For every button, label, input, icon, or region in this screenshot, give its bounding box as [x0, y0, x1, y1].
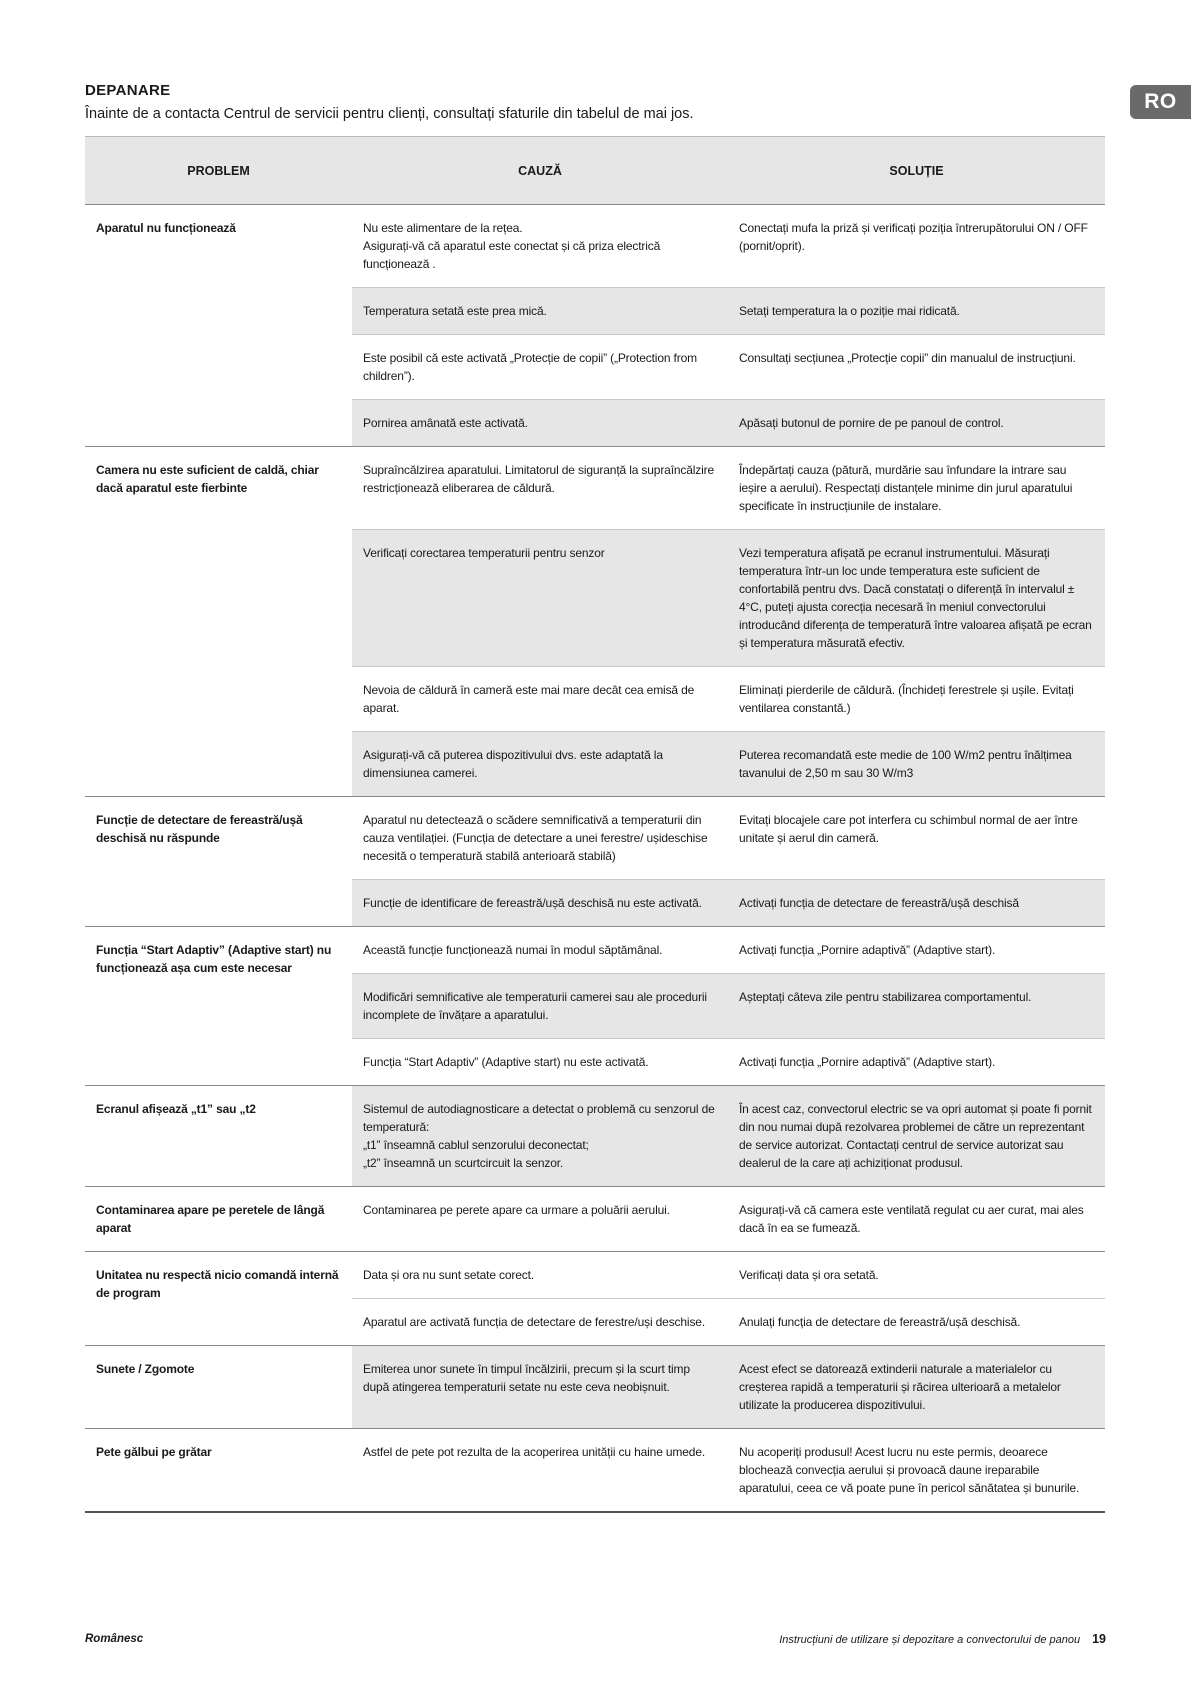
table-row — [85, 1187, 1105, 1252]
cause-cell: Emiterea unor sunete în timpul încălzirii, precum și la scurt timp după atingerea temperaturii setate nu este ceva neobișnuit. — [352, 1346, 728, 1429]
cause-cell: Modificări semnificative ale temperaturii camerei sau ale procedurii incomplete de învățare a aparatului. — [352, 974, 728, 1039]
cause-cell: Verificați corectarea temperaturii pentru senzor — [352, 530, 728, 667]
table-row — [85, 205, 1105, 288]
cause-cell: Nevoia de căldură în cameră este mai mare decât cea emisă de aparat. — [352, 667, 728, 732]
solution-cell: Puterea recomandată este medie de 100 W/m2 pentru înălțimea tavanului de 2,50 m sau 30 W/m3 — [728, 732, 1105, 797]
page-title: DEPANARE — [85, 82, 171, 99]
problem-cell: Aparatul nu funcționează — [85, 205, 352, 447]
page-number: 19 — [1092, 1632, 1106, 1646]
header-problem: PROBLEM — [85, 137, 352, 205]
table-header-row — [85, 137, 1105, 205]
header-cause: CAUZĂ — [352, 137, 728, 205]
solution-cell: Conectați mufa la priză și verificați poziția întrerupătorului ON / OFF (pornit/oprit). — [728, 205, 1105, 288]
problem-cell: Funcția “Start Adaptiv” (Adaptive start) nu funcționează așa cum este necesar — [85, 927, 352, 1086]
cause-cell: Temperatura setată este prea mică. — [352, 288, 728, 335]
header-solution: SOLUȚIE — [728, 137, 1105, 205]
problem-cell: Camera nu este suficient de caldă, chiar dacă aparatul este fierbinte — [85, 447, 352, 797]
footer-document-title: Instrucțiuni de utilizare și depozitare a convectorului de panou — [779, 1634, 1081, 1646]
cause-cell: Astfel de pete pot rezulta de la acoperirea unității cu haine umede. — [352, 1429, 728, 1513]
table-row — [85, 927, 1105, 974]
table-row — [85, 1252, 1105, 1299]
solution-cell: Apăsați butonul de pornire de pe panoul de control. — [728, 400, 1105, 447]
table-row — [85, 447, 1105, 530]
solution-cell: Acest efect se datorează extinderii naturale a materialelor cu creșterea rapidă a temperaturii și răcirea ulterioară a metalelor utilizate la producerea dispozitivului. — [728, 1346, 1105, 1429]
table-row — [85, 1086, 1105, 1187]
solution-cell: Activați funcția „Pornire adaptivă” (Adaptive start). — [728, 1039, 1105, 1086]
solution-cell: În acest caz, convectorul electric se va opri automat și poate fi pornit din nou numai după rezolvarea problemei de către un reprezentant de service autorizat. Contactați centrul de service autorizat sau dealerul de la care ați achiziționat produsul. — [728, 1086, 1105, 1187]
solution-cell: Setați temperatura la o poziție mai ridicată. — [728, 288, 1105, 335]
solution-cell: Îndepărtați cauza (pătură, murdărie sau înfundare la intrare sau ieșire a aerului). Respectați distanțele minime din jurul aparatului specificate în instrucțiunile de instalare. — [728, 447, 1105, 530]
cause-cell: Contaminarea pe perete apare ca urmare a poluării aerului. — [352, 1187, 728, 1252]
solution-cell: Vezi temperatura afișată pe ecranul instrumentului. Măsurați temperatura într-un loc unde temperatura este suficient de confortabilă pentru dvs. Dacă constatați o diferență în intervalul ± 4°C, puteți ajusta corecția necesară în meniul convectorului introducând diferența de temperatură între valoarea afișată pe ecran și temperatura măsurată efectiv. — [728, 530, 1105, 667]
cause-cell: Aparatul nu detectează o scădere semnificativă a temperaturii din cauza ventilației. (Funcția de detectare a unei ferestre/ ușideschise necesită o temperatură stabilă anterioară stabilă) — [352, 797, 728, 880]
solution-cell: Anulați funcția de detectare de fereastră/ușă deschisă. — [728, 1299, 1105, 1346]
problem-cell: Funcție de detectare de fereastră/ușă deschisă nu răspunde — [85, 797, 352, 927]
intro-text: Înainte de a contacta Centrul de servicii pentru clienți, consultați sfaturile din tabelul de mai jos. — [85, 106, 694, 122]
solution-cell: Verificați data și ora setată. — [728, 1252, 1105, 1299]
table-body — [85, 205, 1105, 1513]
table-row — [85, 797, 1105, 880]
problem-cell: Unitatea nu respectă nicio comandă internă de program — [85, 1252, 352, 1346]
cause-cell: Sistemul de autodiagnosticare a detectat o problemă cu senzorul de temperatură: „t1” înseamnă cablul senzorului deconectat; „t2” înseamnă un scurtcircuit la senzor. — [352, 1086, 728, 1187]
problem-cell: Pete gălbui pe grătar — [85, 1429, 352, 1513]
solution-cell: Nu acoperiți produsul! Acest lucru nu este permis, deoarece blochează convecția aerului și provoacă daune ireparabile aparatului, ceea ce vă poate pune în pericol sănătatea și bunurile. — [728, 1429, 1105, 1513]
cause-cell: Este posibil că este activată „Protecție de copii” („Protection from children”). — [352, 335, 728, 400]
solution-cell: Așteptați câteva zile pentru stabilizarea comportamentul. — [728, 974, 1105, 1039]
table-row — [85, 1429, 1105, 1513]
solution-cell: Asigurați-vă că camera este ventilată regulat cu aer curat, mai ales dacă în ea se fumează. — [728, 1187, 1105, 1252]
cause-cell: Aparatul are activată funcția de detectare de ferestre/uși deschise. — [352, 1299, 728, 1346]
problem-cell: Sunete / Zgomote — [85, 1346, 352, 1429]
solution-cell: Activați funcția „Pornire adaptivă” (Adaptive start). — [728, 927, 1105, 974]
footer-language: Românesc — [85, 1633, 144, 1645]
cause-cell: Această funcție funcționează numai în modul săptămânal. — [352, 927, 728, 974]
language-tab: RO — [1130, 85, 1191, 119]
solution-cell: Evitați blocajele care pot interfera cu schimbul normal de aer între unitate și aerul din cameră. — [728, 797, 1105, 880]
problem-cell: Ecranul afișează „t1” sau „t2 — [85, 1086, 352, 1187]
cause-cell: Nu este alimentare de la rețea. Asigurați-vă că aparatul este conectat și că priza electrică funcționează . — [352, 205, 728, 288]
cause-cell: Asigurați-vă că puterea dispozitivului dvs. este adaptată la dimensiunea camerei. — [352, 732, 728, 797]
cause-cell: Supraîncălzirea aparatului. Limitatorul de siguranță la supraîncălzire restricționează eliberarea de căldură. — [352, 447, 728, 530]
solution-cell: Eliminați pierderile de căldură. (Închideți ferestrele și ușile. Evitați ventilarea constantă.) — [728, 667, 1105, 732]
footer-right — [779, 1632, 1106, 1646]
cause-cell: Funcția “Start Adaptiv” (Adaptive start) nu este activată. — [352, 1039, 728, 1086]
troubleshooting-table — [85, 136, 1105, 1513]
solution-cell: Activați funcția de detectare de fereastră/ușă deschisă — [728, 880, 1105, 927]
cause-cell: Data și ora nu sunt setate corect. — [352, 1252, 728, 1299]
problem-cell: Contaminarea apare pe peretele de lângă aparat — [85, 1187, 352, 1252]
solution-cell: Consultați secțiunea „Protecție copii” din manualul de instrucțiuni. — [728, 335, 1105, 400]
table-row — [85, 1346, 1105, 1429]
cause-cell: Pornirea amânată este activată. — [352, 400, 728, 447]
cause-cell: Funcție de identificare de fereastră/ușă deschisă nu este activată. — [352, 880, 728, 927]
